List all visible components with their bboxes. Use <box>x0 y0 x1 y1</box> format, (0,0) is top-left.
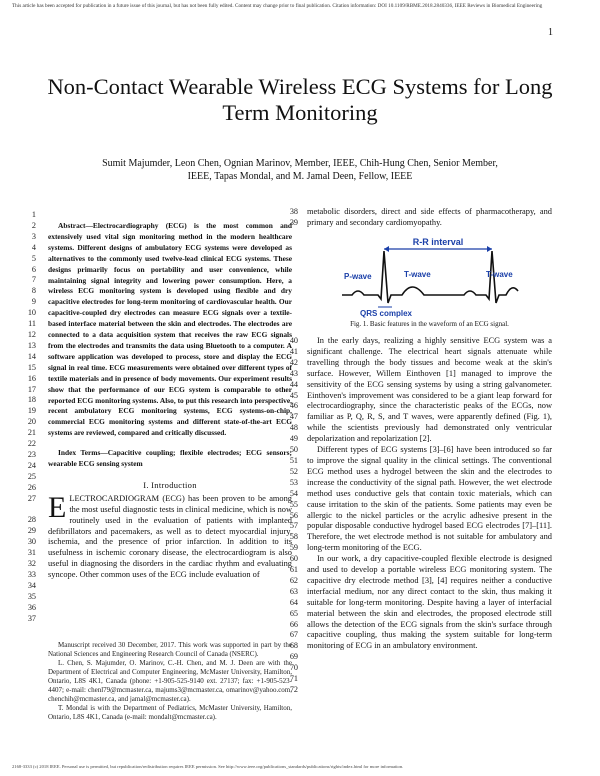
copyright-footer: 2168-3333 (c) 2018 IEEE. Personal use is permitted, but republication/redistribution requires IEEE permission. See http://www.ieee.org/publications_standards/publications/rights/index.html for more information. <box>12 764 404 769</box>
right-line-numbers-top: 38 39 <box>289 207 298 227</box>
paper-title: Non-Contact Wearable Wireless ECG Systems for Long Term Monitoring <box>47 74 553 125</box>
author-list <box>60 158 540 183</box>
footnote-2: L. Chen, S. Majumder, O. Marinov, C.-H. Chen, and M. J. Deen are with the Department of Electrical and Computer Engineering, McMaster University, Hamilton, Ontario, L8S 4K1, Canada (phone: +1-905-525-9140 ext. 27137; fax: +1-905-523-4407; e-mail: chenl79@mcmaster.ca, majums3@mcmaster.ca, omarinov@yahoo.com, chenchih@mcmaster.ca, and jamal@mcmaster.ca). <box>48 659 292 703</box>
figure-caption: Fig. 1. Basic features in the waveform of an ECG signal. <box>350 320 509 328</box>
authors-line-1: Sumit Majumder, Leon Chen, Ognian Marinov, Member, IEEE, Chih-Hung Chen, Senior Member, <box>102 158 498 169</box>
t-wave-label-1: T-wave <box>404 270 431 279</box>
ecg-figure <box>340 233 520 319</box>
left-line-numbers: 1 2 3 4 5 6 7 8 9 10 11 12 13 14 15 16 17 18 19 20 21 22 23 24 25 26 27 28 29 30 31 32 33 34 35 36 37 <box>27 210 36 623</box>
right-top-text: metabolic disorders, direct and side effects of pharmacotherapy, and primary and secondary cardiomyopathy. <box>307 207 552 227</box>
authors-line-2: IEEE, Tapas Mondal, and M. Jamal Deen, Fellow, IEEE <box>187 170 413 182</box>
left-column <box>48 221 292 581</box>
index-terms: Index Terms—Capacitive coupling; flexible electrodes; ECG sensors; wearable ECG sensing system <box>48 448 292 469</box>
drop-cap: E <box>48 490 67 524</box>
journal-header-note: This article has been accepted for publication in a future issue of this journal, but has not been fully edited. Content may change prior to final publication. Citation information: DOI 10.1109/RBME.2018.2840336, IEEE Reviews in Biomedical Engineering <box>12 3 543 9</box>
paragraph-einthoven: In the early days, realizing a highly sensitive ECG system was a significant challenge. The electrical heart signals attenuate while travelling through the body tissues and become weak at the skin's surface. However, Willem Einthoven [1] managed to improve the sensitivity of the ECG sensing systems by using a string galvanometer. Einthoven's improvement was considered to be a giant leap forward for electrocardiography, since the characteristic peaks of the ECGs, now familiar as P, Q, R, S, and T waves, were apparently defined (Fig. 1), while the scientists previously had demonstrated only ventricular depolarization and repolarization [2]. <box>307 336 552 444</box>
section-heading: I. Introduction <box>143 479 197 490</box>
rr-interval-label: R-R interval <box>412 237 464 247</box>
intro-text: LECTROCARDIOGRAM (ECG) has been proven to be among the most useful diagnostic tests in clinical medicine, which is now routinely used in the evaluation of patients with implanted defibrillators and pacemakers, as well as to detect myocardial injury, ischemia, and the presence of prior infarction. In addition to its usefulness in ischemic coronary disease, the electrocardiogram is also useful in diagnosing the disorders in the cardiac rhythm and evaluating syncope. Other common uses of the ECG include evaluation of <box>48 493 292 580</box>
p-wave-label: P-wave <box>344 272 372 281</box>
t-wave-label-2: T-wave <box>486 270 513 279</box>
abstract: Abstract—Electrocardiography (ECG) is the most common and extensively used vital sign monitoring method in the modern healthcare systems. Different designs of ambulatory ECG systems were developed as alternatives to the commonly used twelve-lead clinical ECG systems. These designs primarily focus on portability and user convenience, while maintaining signal integrity and lowering power consumption. Here, a wireless ECG monitoring system is developed using flexible and dry capacitive electrodes for long-term monitoring of cardiovascular health. Our capacitive-coupled dry electrodes can measure ECG signals over a textile-based interface material between the skin and electrodes. The electrodes are connected to a data acquisition system that receives the raw ECG signals from the electrodes and transmits the data using Bluetooth to a computer. A software application was developed to process, store and display the ECG signal in real time. ECG measurements were obtained over different types of textile materials and in presence of body movements. Our experiment results show that the performance of our ECG system is comparable to other reported ECG monitoring systems. Also, to put this research into perspective, recent ambulatory ECG monitoring systems, ECG systems-on-chip, commercial ECG monitoring systems and different state-of-the-art ECG systems are reviewed, compared and critically discussed. <box>48 221 292 438</box>
ecg-waveform-svg <box>340 233 520 319</box>
footnote-1: Manuscript received 30 December, 2017. This work was supported in part by the National Sciences and Engineering Research Council of Canada (NSERC). <box>48 641 292 658</box>
page-number: 1 <box>548 27 553 38</box>
right-line-numbers: 40 41 42 43 44 45 46 47 48 49 50 51 52 53 54 55 56 57 58 59 60 61 62 63 64 65 66 67 68 69 70 71 72 <box>289 336 298 694</box>
paragraph-our-work: In our work, a dry capacitive-coupled flexible electrode is designed and used to develop a portable wireless ECG monitoring system. The capacitive dry electrode method [3], [4] requires neither a conductive interfacial medium, nor any direct contact to the skin, thus making it suitable for long-term monitoring. Despite having a layer of interfacial material between the skin and electrodes, the proposed electrode still allows the detection of the ECG signals from the skin's surface through capacitive coupling, thus making the system suitable for long-term monitoring of ECG in an ambulatory environment. <box>307 554 552 651</box>
paragraph-ecg-types: Different types of ECG systems [3]–[6] have been introduced so far to improve the signal quality in the clinical settings. The conventional ECG method uses a hydrogel between the skin and the electrodes to increase the conductivity of the signal path. However, the wet electrode method uses conductive gels that contain toxic materials, which can cause irritation to the skin of the patients. Some patients may even be allergic to the nickel particles or the acrylic adhesive present in the popular disposable conductive hydrogel based ECG electrodes [7]–[11]. Therefore, the wet electrode method is not suitable for ambulatory and long-term monitoring of the ECG. <box>307 445 552 553</box>
right-column-body <box>307 336 552 652</box>
footnote-3: T. Mondal is with the Department of Pediatrics, McMaster University, Hamilton, Ontario, L8S 4K1, Canada (e-mail: mondalt@mcmaster.ca). <box>48 704 292 721</box>
qrs-complex-label: QRS complex <box>359 309 413 318</box>
footnotes <box>48 641 292 722</box>
intro-paragraph <box>48 490 292 581</box>
